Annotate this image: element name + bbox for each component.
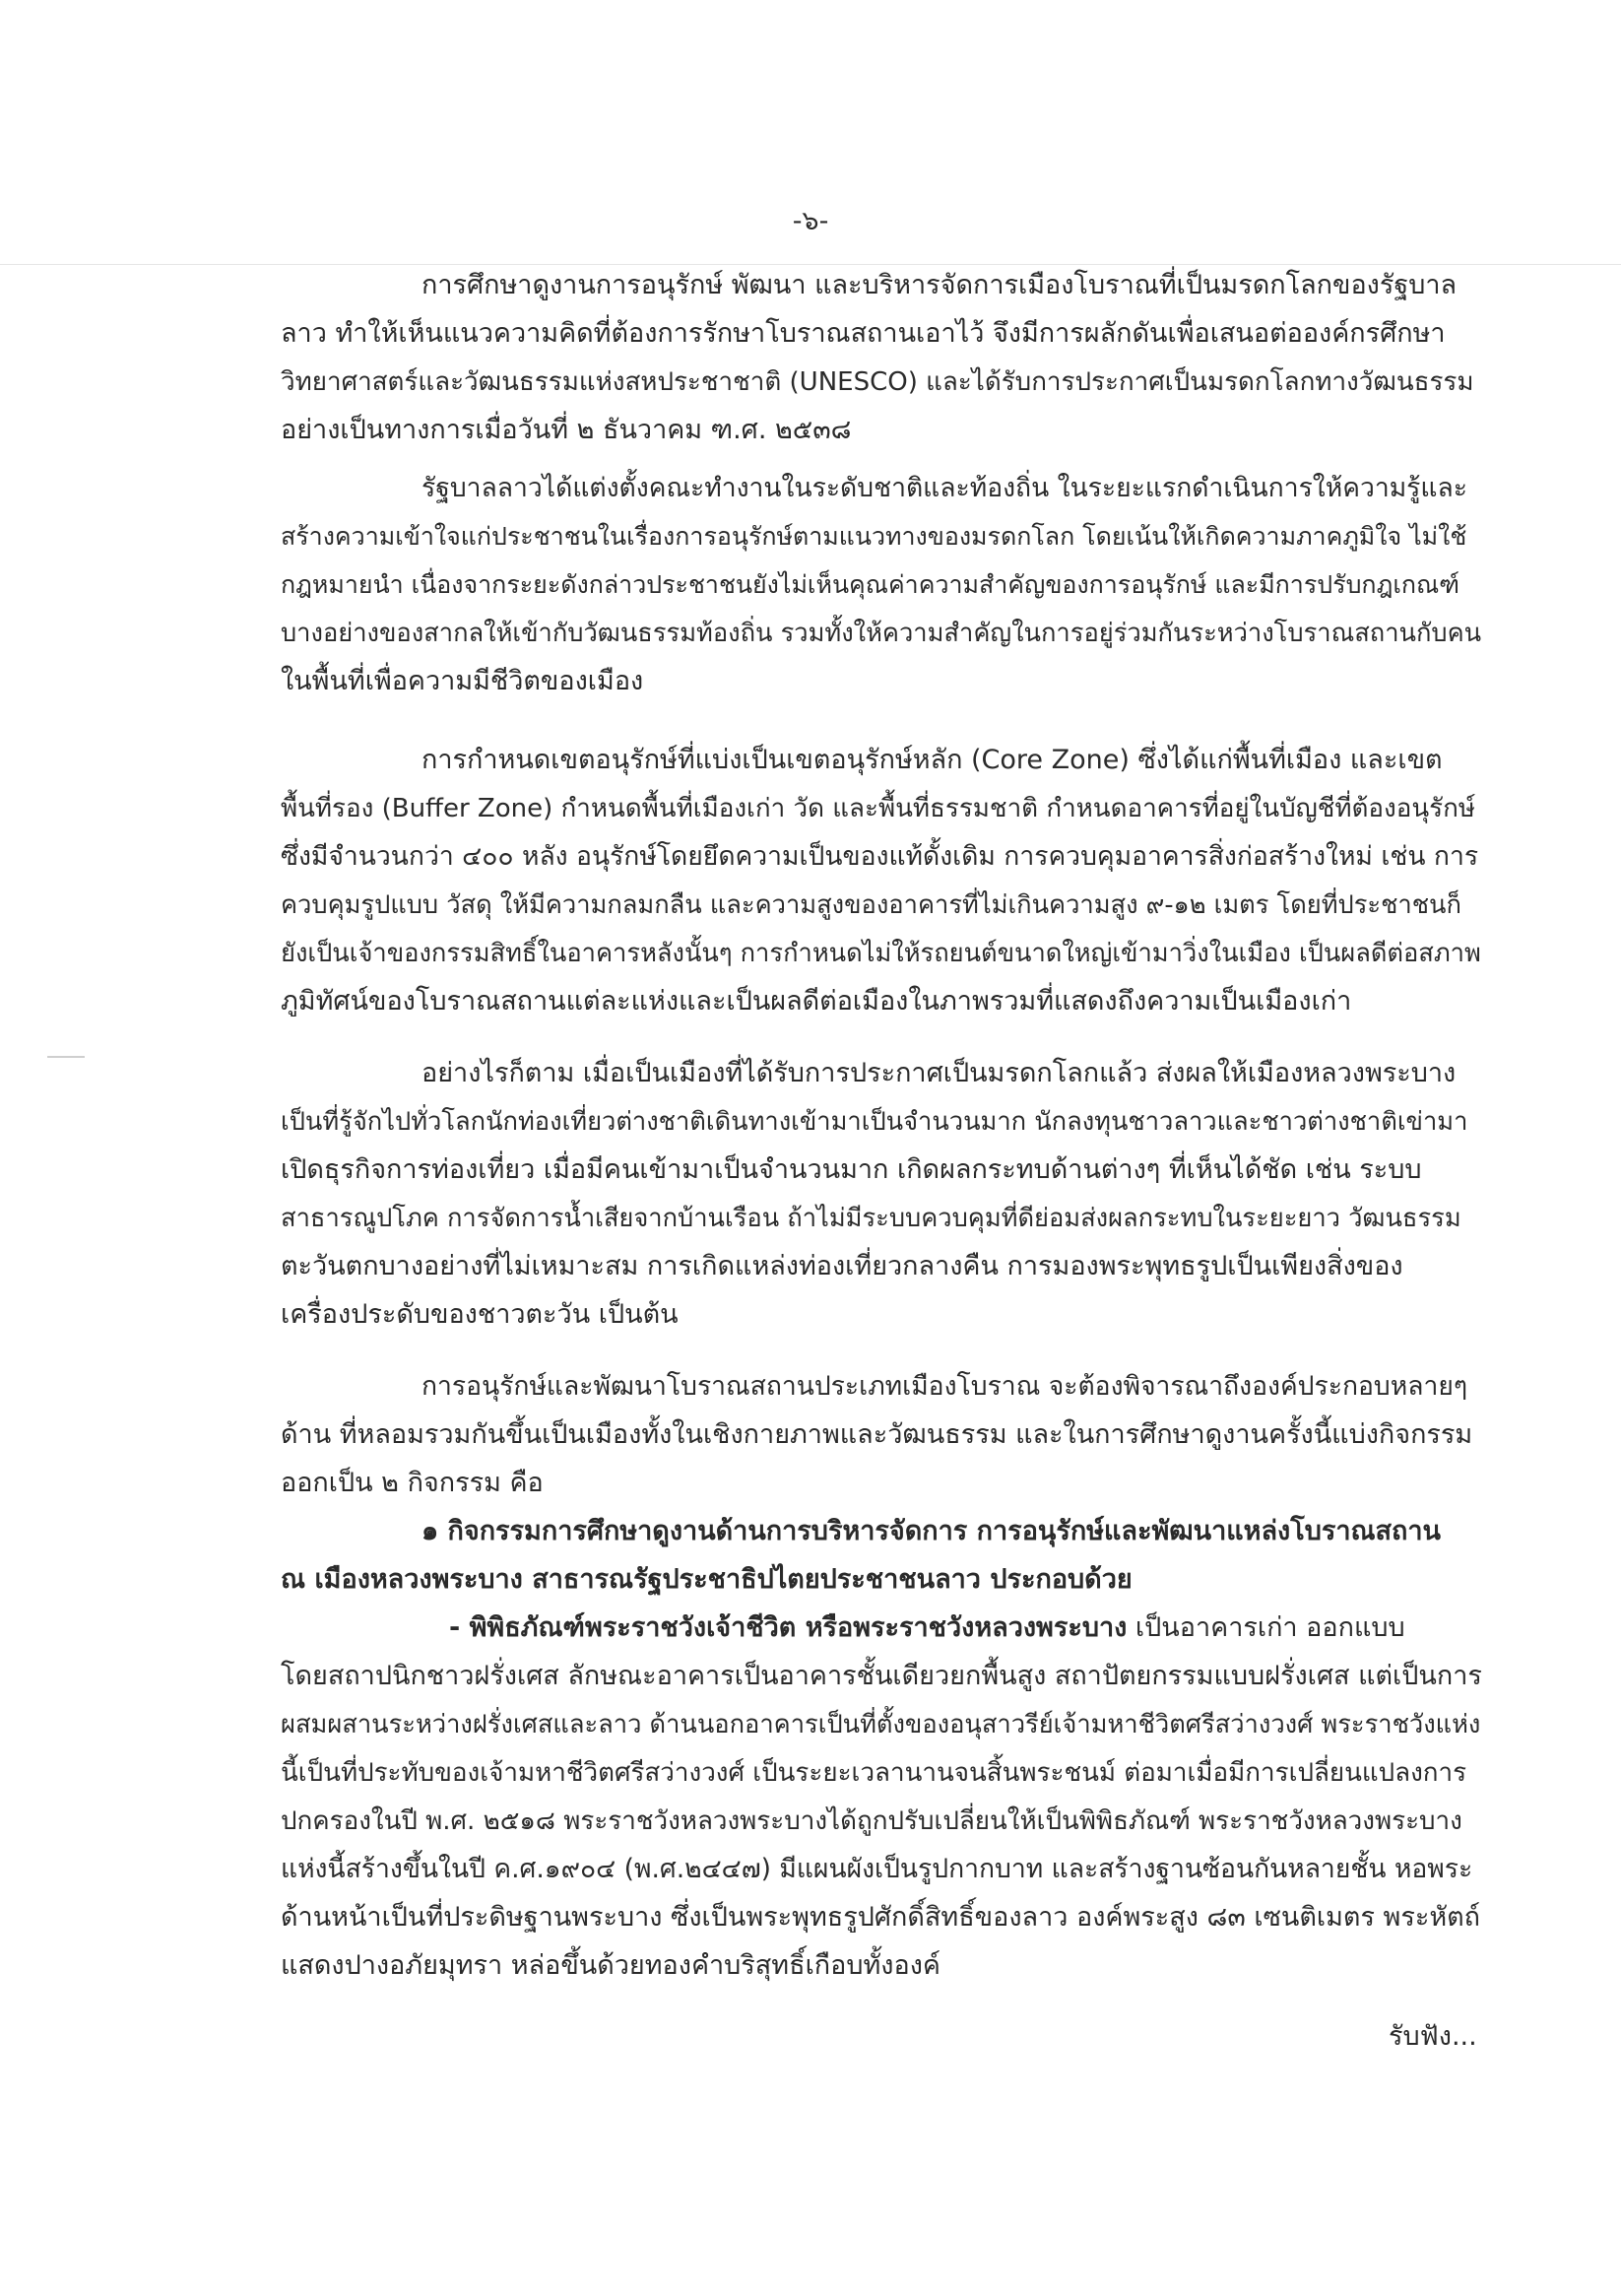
text-line: บางอย่างของสากลให้เข้ากับวัฒนธรรมท้องถิ่น รวมทั้งให้ความสำคัญในการอยู่ร่วมกันระหว่างโบราณสถานกับคน: [281, 619, 1482, 648]
text-line: เป็นที่รู้จักไปทั่วโลกนักท่องเที่ยวต่างชาติเดินทางเข้ามาเป็นจำนวนมาก นักลงทุนชาวลาวและชาวต่างชาติเข่ามา: [281, 1107, 1468, 1137]
text-line: แสดงปางอภัยมุทรา หล่อขึ้นด้วยทองคำบริสุทธิ์เกือบทั้งองค์: [281, 1950, 940, 1981]
text-line: อย่างไรก็ตาม เมื่อเป็นเมืองที่ได้รับการประกาศเป็นมรดกโลกแล้ว ส่งผลให้เมืองหลวงพระบาง: [421, 1058, 1457, 1088]
text-line: การศึกษาดูงานการอนุรักษ์ พัฒนา และบริหารจัดการเมืองโบราณที่เป็นมรดกโลกของรัฐบาล: [421, 270, 1458, 300]
text-line: ซึ่งมีจำนวนกว่า ๔๐๐ หลัง อนุรักษ์โดยยึดความเป็นของแท้ดั้งเดิม การควบคุมอาคารสิ่งก่อสร้างใหม่ เช่น การ: [281, 841, 1479, 872]
text-line: ด้านหน้าเป็นที่ประดิษฐานพระบาง ซึ่งเป็นพระพุทธรูปศักดิ์สิทธิ์ของลาว องค์พระสูง ๘๓ เซนติเมตร พระหัตถ์: [281, 1902, 1481, 1933]
text-line: ผสมผสานระหว่างฝรั่งเศสและลาว ด้านนอกอาคารเป็นที่ตั้งของอนุสาวรีย์เจ้ามหาชีวิตศรีสว่างวงศ์ พระราชวังแห่ง: [281, 1710, 1481, 1739]
text-line: โดยสถาปนิกชาวฝรั่งเศส ลักษณะอาคารเป็นอาคารชั้นเดียวยกพื้นสูง สถาปัตยกรรมแบบฝรั่งเศส แต่เป็นการ: [281, 1661, 1482, 1691]
text-line: ด้าน ที่หลอมรวมกันขึ้นเป็นเมืองทั้งในเชิงกายภาพและวัฒนธรรม และในการศึกษาดูงานครั้งนี้แบ่งกิจกรรม: [281, 1419, 1473, 1450]
section-heading: ๑ กิจกรรมการศึกษาดูงานด้านการบริหารจัดการ การอนุรักษ์และพัฒนาแหล่งโบราณสถาน: [421, 1516, 1441, 1546]
scan-seam: [0, 264, 1621, 265]
item-line: [449, 1608, 1405, 1648]
text-line: วิทยาศาสตร์และวัฒนธรรมแห่งสหประชาชาติ (UNESCO) และได้รับการประกาศเป็นมรดกโลกทางวัฒนธรรม: [281, 367, 1474, 397]
text-line: ยังเป็นเจ้าของกรรมสิทธิ์ในอาคารหลังนั้นๆ การกำหนดไม่ให้รถยนต์ขนาดใหญ่เข้ามาวิ่งในเมือง เป็นผลดีต่อสภาพ: [281, 939, 1481, 968]
text-line: สร้างความเข้าใจแก่ประชาชนในเรื่องการอนุรักษ์ตามแนวทางของมรดกโลก โดยเน้นให้เกิดความภาคภูมิใจ ไม่ใช้: [281, 522, 1467, 551]
text-line: ภูมิทัศน์ของโบราณสถานแต่ละแห่งและเป็นผลดีต่อเมืองในภาพรวมที่แสดงถึงความเป็นเมืองเก่า: [281, 986, 1352, 1017]
text-line: แห่งนี้สร้างขึ้นในปี ค.ศ.๑๙๐๔ (พ.ศ.๒๔๔๗) มีแผนผังเป็นรูปกากบาท และสร้างฐานซ้อนกันหลายชั้น หอพระ: [281, 1854, 1473, 1884]
scan-speck: [47, 1056, 85, 1058]
text-line: ตะวันตกบางอย่างที่ไม่เหมาะสม การเกิดแหล่งท่องเที่ยวกลางคืน การมองพระพุทธรูปเป็นเพียงสิ่งของ: [281, 1251, 1403, 1281]
text-line: พื้นที่รอง (Buffer Zone) กำหนดพื้นที่เมืองเก่า วัด และพื้นที่ธรรมชาติ กำหนดอาคารที่อยู่ในบัญชีที่ต้องอนุรักษ์: [281, 794, 1475, 823]
item-text: เป็นอาคารเก่า ออกแบบ: [1127, 1612, 1405, 1643]
continuation-footer: รับฟัง...: [1389, 2021, 1477, 2052]
item-title: - พิพิธภัณฑ์พระราชวังเจ้าชีวิต หรือพระราชวังหลวงพระบาง: [449, 1612, 1128, 1643]
text-line: ควบคุมรูปแบบ วัสดุ ให้มีความกลมกลืน และความสูงของอาคารที่ไม่เกินความสูง ๙-๑๒ เมตร โดยที่ประชาชนก็: [281, 890, 1461, 920]
text-line: เปิดธุรกิจการท่องเที่ยว เมื่อมีคนเข้ามาเป็นจำนวนมาก เกิดผลกระทบด้านต่างๆ ที่เห็นได้ชัด เช่น ระบบ: [281, 1154, 1422, 1185]
text-line: การอนุรักษ์และพัฒนาโบราณสถานประเภทเมืองโบราณ จะต้องพิจารณาถึงองค์ประกอบหลายๆ: [421, 1371, 1468, 1402]
text-line: นี้เป็นที่ประทับของเจ้ามหาชีวิตศรีสว่างวงศ์ เป็นระยะเวลานานจนสิ้นพระชนม์ ต่อมาเมื่อมีการเปลี่ยนแปลงการ: [281, 1758, 1467, 1788]
text-line: อย่างเป็นทางการเมื่อวันที่ ๒ ธันวาคม ฑ.ศ. ๒๕๓๘: [281, 415, 852, 445]
section-heading: ณ เมืองหลวงพระบาง สาธารณรัฐประชาธิปไตยประชาชนลาว ประกอบด้วย: [281, 1564, 1133, 1595]
page-number: -๖-: [792, 206, 829, 236]
text-line: ในพื้นที่เพื่อความมีชีวิตของเมือง: [281, 666, 644, 696]
text-line: การกำหนดเขตอนุรักษ์ที่แบ่งเป็นเขตอนุรักษ์หลัก (Core Zone) ซึ่งได้แก่พื้นที่เมือง และเขต: [421, 745, 1443, 775]
text-line: สาธารณูปโภค การจัดการน้ำเสียจากบ้านเรือน ถ้าไม่มีระบบควบคุมที่ดีย่อมส่งผลกระทบในระยะยาว วัฒนธรรม: [281, 1204, 1461, 1233]
text-line: กฎหมายนำ เนื่องจากระยะดังกล่าวประชาชนยังไม่เห็นคุณค่าความสำคัญของการอนุรักษ์ และมีการปรับกฎเกณฑ์: [281, 570, 1459, 599]
text-line: รัฐบาลลาวได้แต่งตั้งคณะทำงานในระดับชาติและท้องถิ่น ในระยะแรกดำเนินการให้ความรู้และ: [421, 473, 1467, 503]
text-line: ลาว ทำให้เห็นแนวความคิดที่ต้องการรักษาโบราณสถานเอาไว้ จึงมีการผลักดันเพื่อเสนอต่อองค์กรศึกษา: [281, 318, 1446, 349]
text-line: เครื่องประดับของชาวตะวัน เป็นต้น: [281, 1299, 679, 1330]
text-line: ปกครองในปี พ.ศ. ๒๕๑๘ พระราชวังหลวงพระบางได้ถูกปรับเปลี่ยนให้เป็นพิพิธภัณฑ์ พระราชวังหลวงพระบาง: [281, 1806, 1462, 1836]
text-line: ออกเป็น ๒ กิจกรรม คือ: [281, 1468, 544, 1498]
